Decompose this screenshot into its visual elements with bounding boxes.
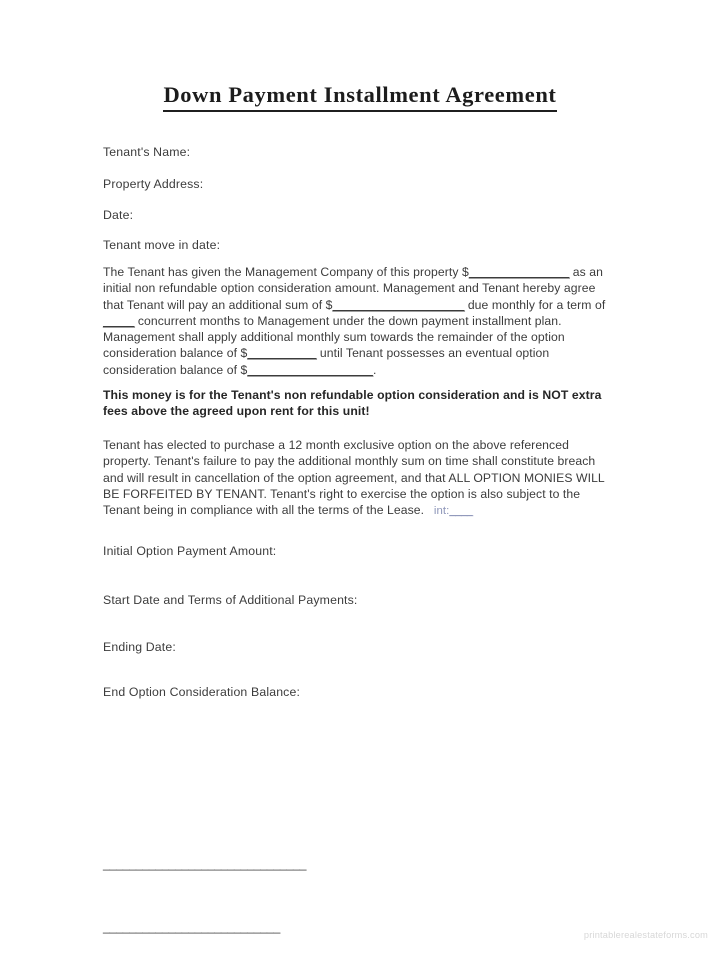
field-label-property-address: Property Address: <box>103 177 204 191</box>
terms-segment-4: concurrent months to Management under the down payment installment plan. Management shall apply additional monthly sum towards the remainder of the option consideration balance of $ <box>103 313 565 361</box>
initials-field[interactable] <box>424 505 473 517</box>
footer-watermark: printablerealestateforms.com <box>583 930 708 940</box>
paragraph-option-clause <box>103 437 611 519</box>
page-title-text: Down Payment Installment Agreement <box>163 82 556 112</box>
initials-label: int: <box>433 505 450 518</box>
terms-segment-1: The Tenant has given the Management Company of this property $ <box>103 265 469 279</box>
paragraph-terms-intro <box>103 264 611 378</box>
paragraph-emphasis: This money is for the Tenant's non refundable option consideration and is NOT extra fees above the agreed upon rent for this unit! <box>103 388 602 419</box>
terms-segment-5: until Tenant possesses an eventual option consideration balance of $ <box>103 346 550 377</box>
field-label-start-date-terms: Start Date and Terms of Additional Payments: <box>103 593 358 607</box>
terms-blank-eventual-balance: ____________________ <box>247 362 373 377</box>
option-clause-body: Tenant has elected to purchase a 12 month exclusive option on the above referenced property. Tenant's failure to pay the additional monthly sum on time shall constitute breach and will result in cancellation of the option agreement, and that ALL OPTION MONIES WILL BE FORFEITED BY TENANT. Tenant's right to exercise the option is also subject to the Tenant being in compliance with all the terms of the Lease. <box>103 438 605 518</box>
page-title <box>0 82 720 112</box>
signature-line-1[interactable]: _______________________________ <box>103 857 307 871</box>
terms-segment-6: . <box>372 362 377 377</box>
terms-blank-term-months: _____ <box>103 313 135 328</box>
terms-segment-3: due monthly for a term of <box>464 297 606 312</box>
signature-line-2[interactable]: ___________________________ <box>103 920 280 934</box>
field-label-end-option-consideration-balance: End Option Consideration Balance: <box>103 685 301 699</box>
terms-segment-2: as an initial non refundable option consideration amount. Management and Tenant hereby agree that Tenant will pay an additional sum of $ <box>103 265 603 312</box>
field-label-tenant-move-in-date: Tenant move in date: <box>103 238 221 252</box>
terms-blank-balance-remainder: ___________ <box>247 346 317 361</box>
field-label-initial-option-payment-amount: Initial Option Payment Amount: <box>103 544 277 558</box>
terms-blank-additional-sum: _____________________ <box>332 297 465 312</box>
field-label-tenant-name: Tenant's Name: <box>103 145 191 159</box>
initials-blank: ____ <box>449 505 473 518</box>
signature-block <box>103 812 306 980</box>
terms-blank-initial-amount: ________________ <box>468 265 570 279</box>
field-label-date: Date: <box>103 208 134 222</box>
field-label-ending-date: Ending Date: <box>103 640 176 654</box>
